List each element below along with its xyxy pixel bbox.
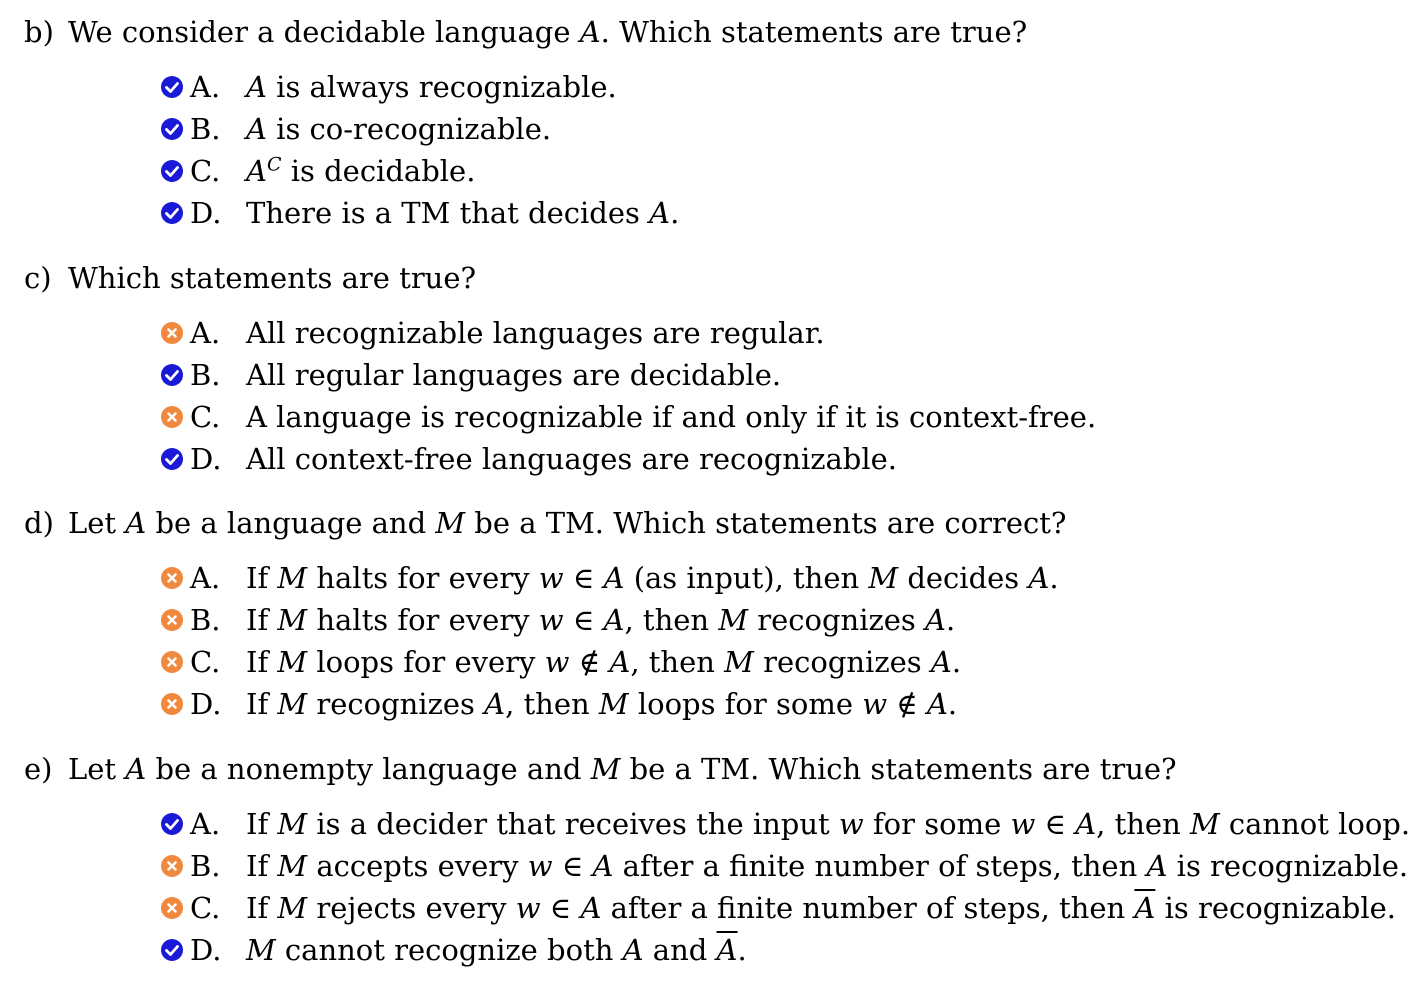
math-symbol: w (538, 561, 564, 595)
text-run: All recognizable languages are regular. (246, 316, 825, 350)
math-superscript: C (266, 153, 282, 176)
text-run: cannot recognize both (275, 933, 623, 967)
option-statement (246, 438, 897, 480)
text-run: halts for every (307, 603, 539, 637)
option-statement (246, 929, 747, 971)
text-run: All regular languages are decidable. (246, 358, 782, 392)
math-symbol: M (277, 561, 308, 595)
question-label: d) (24, 506, 54, 540)
text-run: and (643, 933, 717, 967)
math-symbol: M (718, 603, 749, 637)
text-run: . (670, 196, 680, 230)
option-letter: A. (190, 70, 221, 104)
cross-circle-icon (160, 854, 184, 878)
question-prompt (24, 14, 1027, 50)
option-letter: D. (190, 933, 222, 967)
cross-circle-icon (160, 608, 184, 632)
text-run: There is a TM that decides (246, 196, 650, 230)
option-letter: A. (190, 561, 221, 595)
math-symbol: A (1075, 807, 1097, 841)
text-run: If (246, 891, 278, 925)
cross-circle-icon (160, 692, 184, 716)
text-run: . (737, 933, 747, 967)
text-run: A language is recognizable if and only if it is context-free. (246, 400, 1097, 434)
math-symbol: A (246, 154, 267, 188)
option-statement (246, 845, 1408, 887)
text-run: loops for some (628, 687, 863, 721)
text-run: If (246, 645, 278, 679)
check-circle-icon (160, 812, 184, 836)
question-label: b) (24, 15, 54, 49)
text-run: after a finite number of steps, then (613, 849, 1147, 883)
text-run: is co-recognizable. (266, 112, 552, 146)
math-symbol: A (592, 849, 614, 883)
option-statement (246, 599, 955, 641)
text-run: for some (863, 807, 1011, 841)
check-circle-icon (160, 159, 184, 183)
option-letter: A. (190, 316, 221, 350)
option-statement (246, 66, 617, 108)
math-symbol: M (277, 603, 308, 637)
text-run: decides (898, 561, 1029, 595)
option-letter: A. (190, 807, 221, 841)
text-run: Let (68, 506, 126, 540)
math-symbol: w (527, 849, 553, 883)
math-symbol: A (930, 645, 952, 679)
text-run: . (947, 687, 958, 721)
text-run: be a TM. Which statements are true? (620, 752, 1177, 786)
text-run: be a nonempty language and (146, 752, 591, 786)
text-run: If (246, 807, 278, 841)
math-symbol: A (579, 15, 601, 49)
math-symbol: M (277, 891, 308, 925)
math-symbol: A (125, 752, 147, 786)
math-symbol: M (277, 849, 308, 883)
math-symbol: A (1028, 561, 1050, 595)
option-letter: C. (190, 400, 221, 434)
cross-circle-icon (160, 650, 184, 674)
text-run: ∉ (569, 645, 610, 679)
math-symbol: A (484, 687, 506, 721)
text-run: is decidable. (281, 154, 476, 188)
option-letter: B. (190, 112, 221, 146)
option-statement (246, 108, 551, 150)
math-symbol: w (1010, 807, 1036, 841)
math-symbol: M (1189, 807, 1220, 841)
text-run: . Which statements are true? (600, 15, 1028, 49)
math-symbol: M (435, 506, 466, 540)
text-run: We consider a decidable language (68, 15, 580, 49)
math-symbol: A (622, 933, 644, 967)
question-label: e) (24, 752, 53, 786)
text-run: ∈ (563, 561, 604, 595)
option-statement (246, 641, 961, 683)
math-symbol: M (246, 933, 276, 967)
text-run: If (246, 687, 278, 721)
math-symbol: w (515, 891, 541, 925)
text-run: is recognizable. (1155, 891, 1396, 925)
option-letter: C. (190, 154, 221, 188)
math-symbol: A (1146, 849, 1168, 883)
text-run: If (246, 561, 278, 595)
text-run: ∈ (540, 891, 581, 925)
math-symbol: w (544, 645, 570, 679)
option-letter: D. (190, 442, 222, 476)
math-symbol: A (580, 891, 602, 925)
option-letter: B. (190, 603, 221, 637)
option-statement (246, 150, 475, 192)
cross-circle-icon (160, 405, 184, 429)
option-letter: D. (190, 196, 222, 230)
text-run: ∈ (552, 849, 593, 883)
option-letter: D. (190, 687, 222, 721)
math-symbol: M (277, 807, 308, 841)
check-circle-icon (160, 447, 184, 471)
option-statement (246, 192, 679, 234)
question-prompt (24, 505, 1066, 541)
text-run: ∉ (887, 687, 927, 721)
check-circle-icon (160, 201, 184, 225)
option-statement (246, 354, 781, 396)
math-symbol: M (868, 561, 899, 595)
math-symbol: M (277, 645, 308, 679)
option-letter: B. (190, 849, 221, 883)
option-statement (246, 887, 1396, 929)
cross-circle-icon (160, 321, 184, 345)
cross-circle-icon (160, 566, 184, 590)
math-symbol: w (862, 687, 888, 721)
text-run: If (246, 603, 278, 637)
text-run: is always recognizable. (266, 70, 617, 104)
text-run: . (951, 645, 962, 679)
math-symbol: A (925, 603, 946, 637)
text-run: cannot loop. (1219, 807, 1410, 841)
option-statement (246, 683, 957, 725)
math-symbol: A (603, 561, 625, 595)
cross-circle-icon (160, 896, 184, 920)
text-run: be a language and (146, 506, 436, 540)
option-statement (246, 312, 825, 354)
option-letter: C. (190, 891, 221, 925)
text-run: , then (505, 687, 599, 721)
math-symbol: w (838, 807, 864, 841)
option-letter: C. (190, 645, 221, 679)
text-run: . (945, 603, 956, 637)
option-statement (246, 803, 1410, 845)
text-run: is recognizable. (1167, 849, 1409, 883)
math-symbol: M (598, 687, 629, 721)
text-run: . (1049, 561, 1059, 595)
check-circle-icon (160, 117, 184, 141)
option-statement (246, 557, 1059, 599)
text-run: Let (68, 752, 126, 786)
math-symbol: A (926, 687, 948, 721)
text-run: ∈ (1035, 807, 1076, 841)
math-symbol: w (538, 603, 564, 637)
math-complement-symbol: $\overline{A}$ (716, 933, 738, 967)
math-symbol: M (590, 752, 621, 786)
check-circle-icon (160, 363, 184, 387)
text-run: (as input), then (624, 561, 869, 595)
option-statement (246, 396, 1096, 438)
math-symbol: A (246, 112, 267, 146)
math-symbol: A (125, 506, 147, 540)
text-run: loops for every (307, 645, 545, 679)
text-run: after a finite number of steps, then (601, 891, 1135, 925)
check-circle-icon (160, 75, 184, 99)
math-symbol: M (277, 687, 308, 721)
text-run: Which statements are true? (68, 261, 477, 295)
math-complement-symbol: $\overline{A}$ (1134, 891, 1156, 925)
math-symbol: A (246, 70, 267, 104)
text-run: rejects every (307, 891, 516, 925)
question-prompt (24, 260, 476, 296)
text-run: accepts every (307, 849, 528, 883)
text-run: If (246, 849, 278, 883)
question-prompt (24, 751, 1177, 787)
text-run: recognizes (748, 603, 926, 637)
math-symbol: A (609, 645, 631, 679)
text-run: be a TM. Which statements are correct? (465, 506, 1067, 540)
text-run: All context-free languages are recognizable. (246, 442, 898, 476)
text-run: recognizes (307, 687, 485, 721)
math-symbol: A (603, 603, 625, 637)
text-run: , then (630, 645, 725, 679)
question-label: c) (24, 261, 52, 295)
text-run: recognizes (753, 645, 931, 679)
math-symbol: M (724, 645, 754, 679)
text-run: , then (1096, 807, 1190, 841)
check-circle-icon (160, 938, 184, 962)
text-run: halts for every (307, 561, 539, 595)
text-run: is a decider that receives the input (307, 807, 839, 841)
text-run: , then (624, 603, 719, 637)
text-run: ∈ (563, 603, 604, 637)
math-symbol: A (649, 196, 671, 230)
option-letter: B. (190, 358, 221, 392)
